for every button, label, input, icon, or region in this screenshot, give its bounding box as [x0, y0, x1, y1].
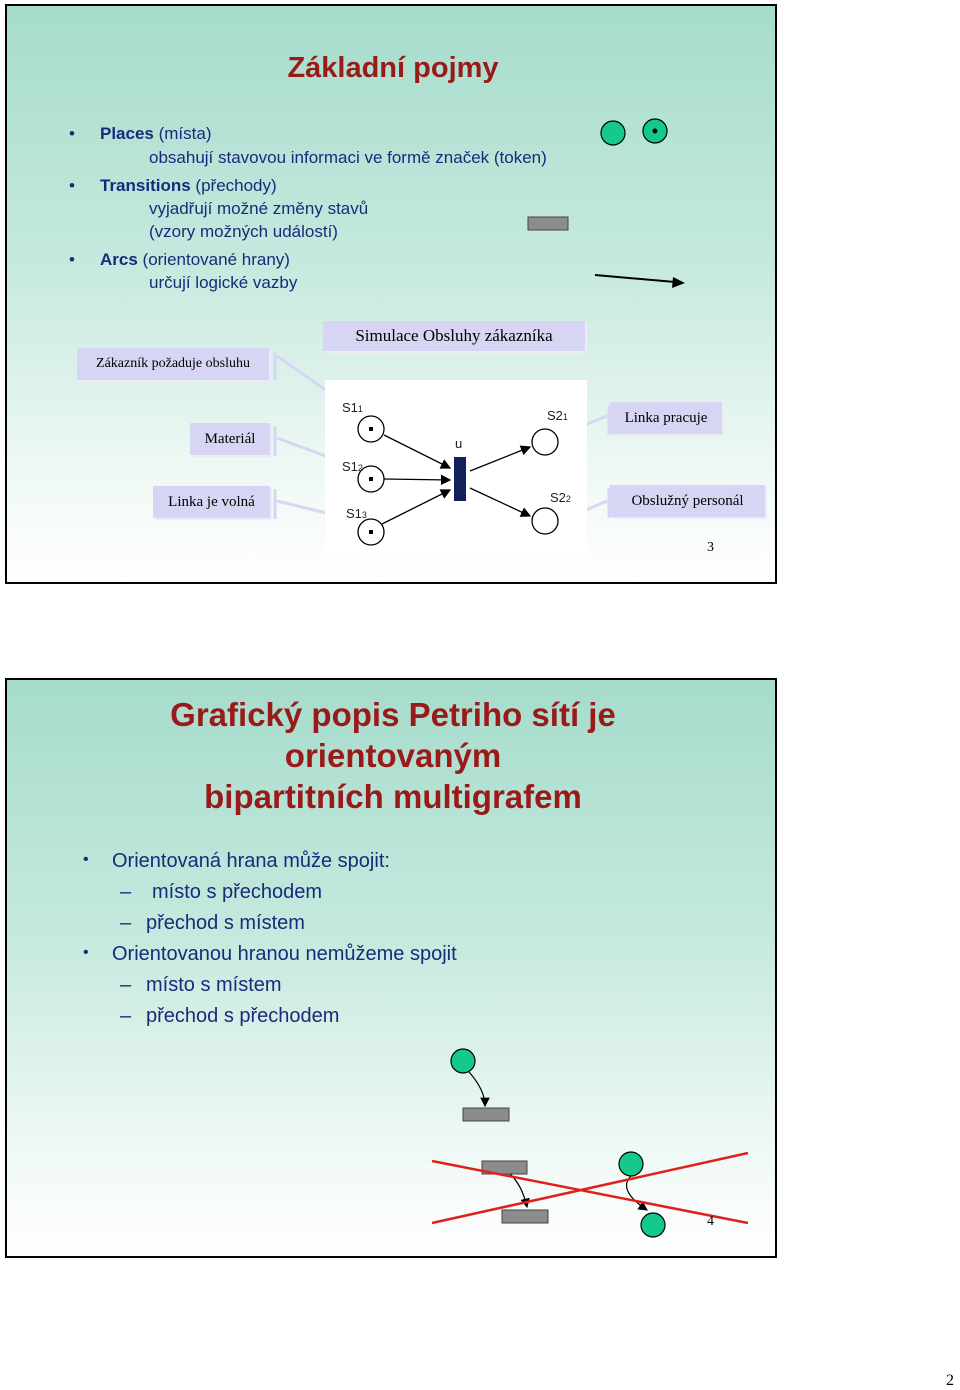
list-item-can-connect: Orientovaná hrana může spojit:	[112, 850, 390, 872]
slide-number: 3	[707, 540, 714, 555]
label-line-works: Linka pracuje	[610, 402, 722, 434]
place-label-s21-index: 1	[562, 412, 568, 422]
list-item-cannot-connect: Orientovanou hranou nemůžeme spojit	[112, 943, 457, 965]
arc-s13-u	[382, 490, 450, 524]
list-marker: –	[120, 912, 132, 934]
arcs-description: určují logické vazby	[149, 273, 298, 292]
invalid-place-a	[619, 1152, 643, 1176]
keyword-arcs-translation: (orientované hrany)	[137, 250, 290, 269]
list-item-place-transition: místo s přechodem	[152, 881, 323, 903]
slide-number: 4	[707, 1214, 714, 1229]
arc-s11-u	[384, 435, 450, 468]
example-transition	[463, 1108, 509, 1121]
slide-title: Základní pojmy	[287, 52, 499, 84]
place-label-s22-name: S2	[550, 490, 566, 505]
example-place	[451, 1049, 475, 1073]
list-marker: •	[83, 851, 89, 868]
place-label-s11	[342, 400, 363, 415]
label-staff: Obslužný personál	[610, 485, 765, 517]
arc-s12-u	[384, 479, 450, 480]
place-label-s21	[547, 408, 568, 423]
invalid-transition-b	[502, 1210, 548, 1223]
token-s12	[369, 477, 373, 481]
place-s21	[532, 429, 558, 455]
place-label-s21-name: S2	[547, 408, 563, 423]
label-line-free: Linka je volná	[153, 486, 270, 518]
keyword-arcs: Arcs	[100, 250, 138, 269]
list-item-transition-transition: přechod s přechodem	[146, 1005, 340, 1027]
place-label-s12	[342, 459, 363, 474]
place-label-s13-index: 3	[361, 510, 367, 520]
transitions-description-2: (vzory možných událostí)	[149, 222, 338, 241]
token-s11	[369, 427, 373, 431]
token-s13	[369, 530, 373, 534]
place-label-s12-index: 2	[357, 463, 363, 473]
arc-examples	[7, 680, 777, 1258]
transitions-description-1: vyjadřují možné změny stavů	[149, 199, 369, 218]
diagram-title: Simulace Obsluhy zákazníka	[323, 321, 585, 351]
place-s22	[532, 508, 558, 534]
transition-u	[454, 457, 466, 501]
invalid-place-b	[641, 1213, 665, 1237]
place-label-s22-index: 2	[565, 494, 571, 504]
petri-net-diagram	[325, 380, 587, 554]
place-label-s12-name: S1	[342, 459, 358, 474]
arc-u-s21	[470, 447, 530, 471]
label-customer-request: Zákazník požaduje obsluhu	[77, 348, 269, 380]
petri-net-graph	[325, 380, 587, 554]
label-material: Materiál	[190, 423, 270, 455]
list-item-transition-place: přechod s místem	[146, 912, 305, 934]
slide-title-line-2: orientovaným	[284, 737, 502, 774]
bullet-marker: •	[69, 250, 75, 269]
places-description: obsahují stavovou informaci ve formě značek (token)	[149, 148, 547, 167]
place-label-s11-name: S1	[342, 400, 358, 415]
page-number: 2	[946, 1372, 954, 1389]
list-marker: –	[120, 1005, 132, 1027]
invalid-arc-places	[627, 1176, 647, 1210]
place-label-s13	[346, 506, 367, 521]
list-item-place-place: místo s místem	[146, 974, 282, 996]
slide-title-line-3: bipartitních multigrafem	[204, 778, 582, 815]
slide-graphical-description	[5, 678, 777, 1258]
place-label-s11-index: 1	[357, 404, 363, 414]
arc-u-s22	[470, 488, 530, 516]
example-arc	[469, 1072, 485, 1106]
bullet-marker: •	[69, 124, 75, 143]
list-marker: –	[120, 974, 132, 996]
keyword-places: Places	[100, 124, 154, 143]
slide-basic-concepts	[5, 4, 777, 584]
keyword-transitions-translation: (přechody)	[190, 176, 277, 195]
keyword-places-translation: (místa)	[153, 124, 212, 143]
place-label-s22	[550, 490, 571, 505]
list-marker: •	[83, 944, 89, 961]
bullet-marker: •	[69, 176, 75, 195]
place-label-s13-name: S1	[346, 506, 362, 521]
slide-title-line-1: Grafický popis Petriho sítí je	[170, 696, 616, 733]
keyword-transitions: Transitions	[100, 176, 191, 195]
list-marker: –	[120, 881, 132, 903]
transition-label-u: u	[455, 436, 463, 451]
